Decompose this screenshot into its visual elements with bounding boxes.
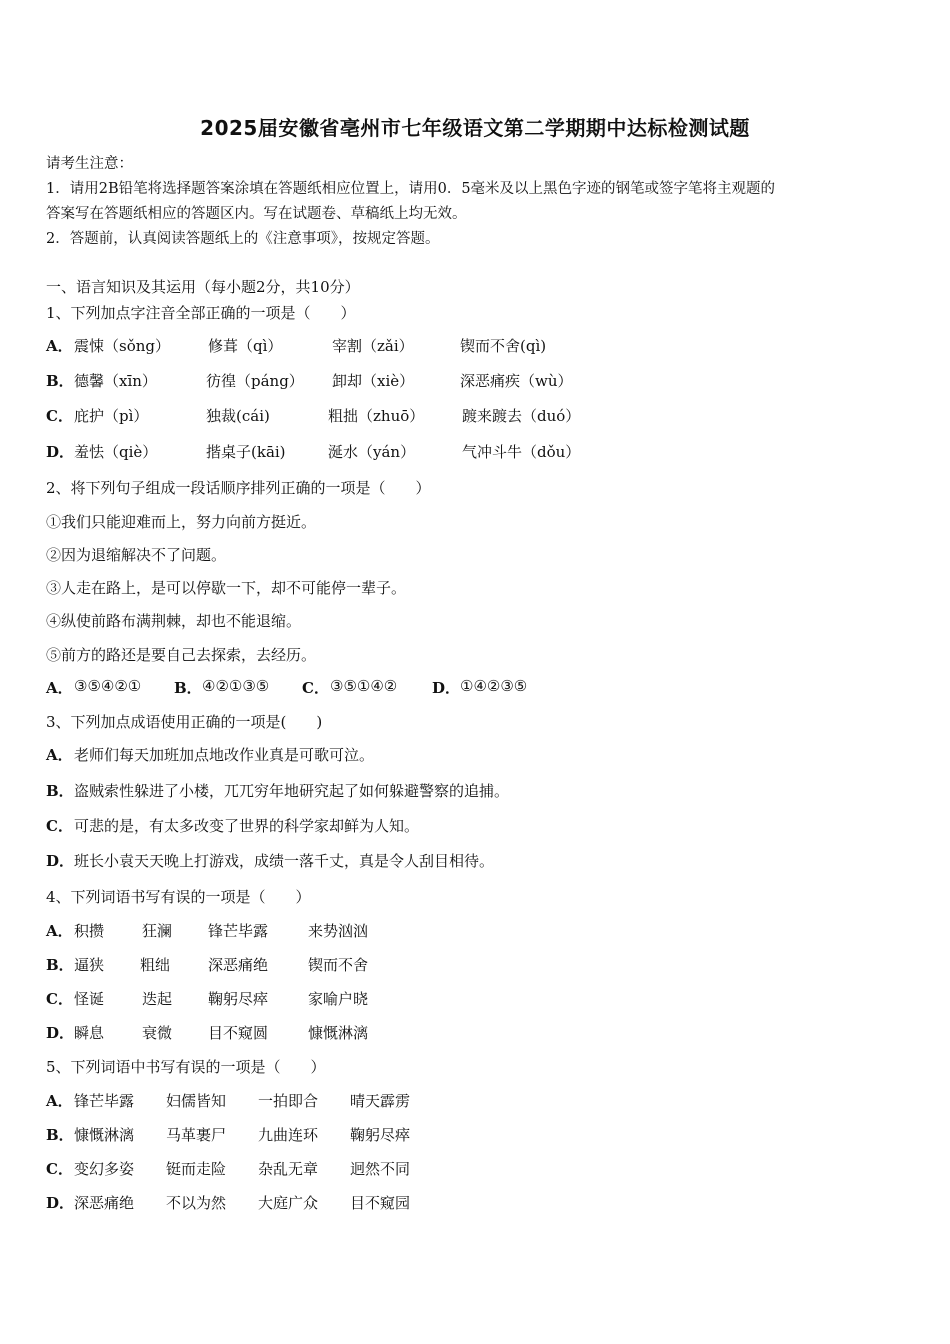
option-item: 粗绌 (140, 956, 171, 974)
option-item: 羞怯（qiè） (74, 443, 158, 461)
notice-line-1a: 1．请用2B铅笔将选择题答案涂填在答题纸相应位置上，请用0．5毫米及以上黑色字迹的钢笔或签字笔将主观题的 (46, 181, 776, 197)
option-item: 怪诞 (74, 990, 105, 1008)
option-item: 铤而走险 (166, 1160, 227, 1178)
option-label: B． (46, 372, 74, 390)
option-item: 老师们每天加班加点地改作业真是可歌可泣。 (74, 746, 375, 764)
question-1-stem: 1、下列加点字注音全部正确的一项是（ ） (46, 304, 356, 322)
option-item: 涎水（yán） (328, 443, 416, 461)
page-title: 2025届安徽省亳州市七年级语文第二学期期中达标检测试题 (200, 116, 750, 140)
option-item: 杂乱无章 (258, 1160, 319, 1178)
question-3-stem: 3、下列加点成语使用正确的一项是( ) (46, 713, 323, 731)
option-label: A． (46, 337, 73, 355)
option-item: 震悚（sǒng） (74, 337, 170, 355)
option-item: 气冲斗牛（dǒu） (462, 443, 581, 461)
option-item: 不以为然 (166, 1194, 227, 1212)
option-item: 九曲连环 (258, 1126, 319, 1144)
option-label: C． (46, 817, 73, 835)
q2-sentence: ⑤前方的路还是要自己去探索，去经历。 (46, 646, 317, 664)
option-label: B． (174, 679, 202, 697)
option-item: 盗贼索性躲进了小楼，兀兀穷年地研究起了如何躲避警察的追捕。 (74, 782, 510, 800)
option-item: 慷慨淋漓 (308, 1024, 369, 1042)
option-item: 大庭广众 (258, 1194, 319, 1212)
option-label: D． (46, 443, 75, 461)
option-item: 逼狭 (74, 956, 105, 974)
option-item: 慷慨淋漓 (74, 1126, 135, 1144)
option-item: 锋芒毕露 (74, 1092, 135, 1110)
q2-sentence: ④纵使前路布满荆棘，却也不能退缩。 (46, 612, 302, 630)
option-item: 目不窥圆 (208, 1024, 269, 1042)
notice-line-2: 2．答题前，认真阅读答题纸上的《注意事项》，按规定答题。 (46, 231, 440, 247)
option-item: 德馨（xīn） (74, 372, 157, 390)
option-item: ①④②③⑤ (460, 677, 528, 695)
option-item: 妇儒皆知 (166, 1092, 227, 1110)
option-item: 庇护（pì） (74, 407, 149, 425)
option-item: 踱来踱去（duó） (462, 407, 581, 425)
option-label: B． (46, 782, 74, 800)
option-item: 锲而不舍 (308, 956, 369, 974)
option-item: 瞬息 (74, 1024, 105, 1042)
option-label: B． (46, 1126, 74, 1144)
option-item: 深恶痛绝 (74, 1194, 135, 1212)
option-label: D． (46, 1024, 75, 1042)
section-heading: 一、语言知识及其运用（每小题2分，共10分） (46, 278, 360, 296)
option-item: ③⑤④②① (74, 677, 142, 695)
option-item: 深恶痛疾（wù） (460, 372, 573, 390)
option-item: 独裁(cái) (206, 407, 270, 425)
option-item: 迥然不同 (350, 1160, 411, 1178)
question-4-stem: 4、下列词语书写有误的一项是（ ） (46, 888, 311, 906)
option-item: 一拍即合 (258, 1092, 319, 1110)
option-label: C． (302, 679, 329, 697)
option-item: 修葺（qì） (208, 337, 283, 355)
option-item: 锋芒毕露 (208, 922, 269, 940)
option-item: 家喻户晓 (308, 990, 369, 1008)
option-item: 衰微 (142, 1024, 173, 1042)
option-item: 宰割（zǎi） (332, 337, 414, 355)
option-item: 锲而不舍(qì) (460, 337, 547, 355)
option-item: 晴天霹雳 (350, 1092, 411, 1110)
option-label: C． (46, 1160, 73, 1178)
option-label: B． (46, 956, 74, 974)
option-item: ④②①③⑤ (202, 677, 270, 695)
option-item: 积攒 (74, 922, 105, 940)
option-item: 来势汹汹 (308, 922, 369, 940)
option-item: 迭起 (142, 990, 173, 1008)
option-label: A． (46, 1092, 73, 1110)
option-item: 可悲的是，有太多改变了世界的科学家却鲜为人知。 (74, 817, 420, 835)
notice-line-1b: 答案写在答题纸相应的答题区内。写在试题卷、草稿纸上均无效。 (46, 206, 467, 222)
option-item: 变幻多姿 (74, 1160, 135, 1178)
option-item: 揩桌子(kāi) (206, 443, 286, 461)
option-item: 粗拙（zhuō） (328, 407, 425, 425)
option-label: A． (46, 922, 73, 940)
option-item: ③⑤①④② (330, 677, 398, 695)
option-item: 马革裹尸 (166, 1126, 227, 1144)
option-label: C． (46, 990, 73, 1008)
option-item: 深恶痛绝 (208, 956, 269, 974)
notice-heading: 请考生注意： (46, 156, 133, 172)
option-label: D． (46, 1194, 75, 1212)
option-label: D． (46, 852, 75, 870)
option-item: 鞠躬尽瘁 (208, 990, 269, 1008)
q2-sentence: ①我们只能迎难而上，努力向前方挺近。 (46, 513, 317, 531)
option-item: 狂澜 (142, 922, 173, 940)
option-item: 卸却（xiè） (332, 372, 415, 390)
question-5-stem: 5、下列词语中书写有误的一项是（ ） (46, 1058, 326, 1076)
option-item: 班长小袁天天晚上打游戏，成绩一落千丈，真是令人刮目相待。 (74, 852, 495, 870)
q2-sentence: ③人走在路上，是可以停歇一下，却不可能停一辈子。 (46, 579, 407, 597)
option-item: 目不窥园 (350, 1194, 411, 1212)
option-label: C． (46, 407, 73, 425)
option-label: A． (46, 746, 73, 764)
question-2-stem: 2、将下列句子组成一段话顺序排列正确的一项是（ ） (46, 479, 431, 497)
option-label: A． (46, 679, 73, 697)
option-label: D． (432, 679, 461, 697)
option-item: 鞠躬尽瘁 (350, 1126, 411, 1144)
option-item: 彷徨（páng） (206, 372, 304, 390)
q2-sentence: ②因为退缩解决不了问题。 (46, 546, 227, 564)
